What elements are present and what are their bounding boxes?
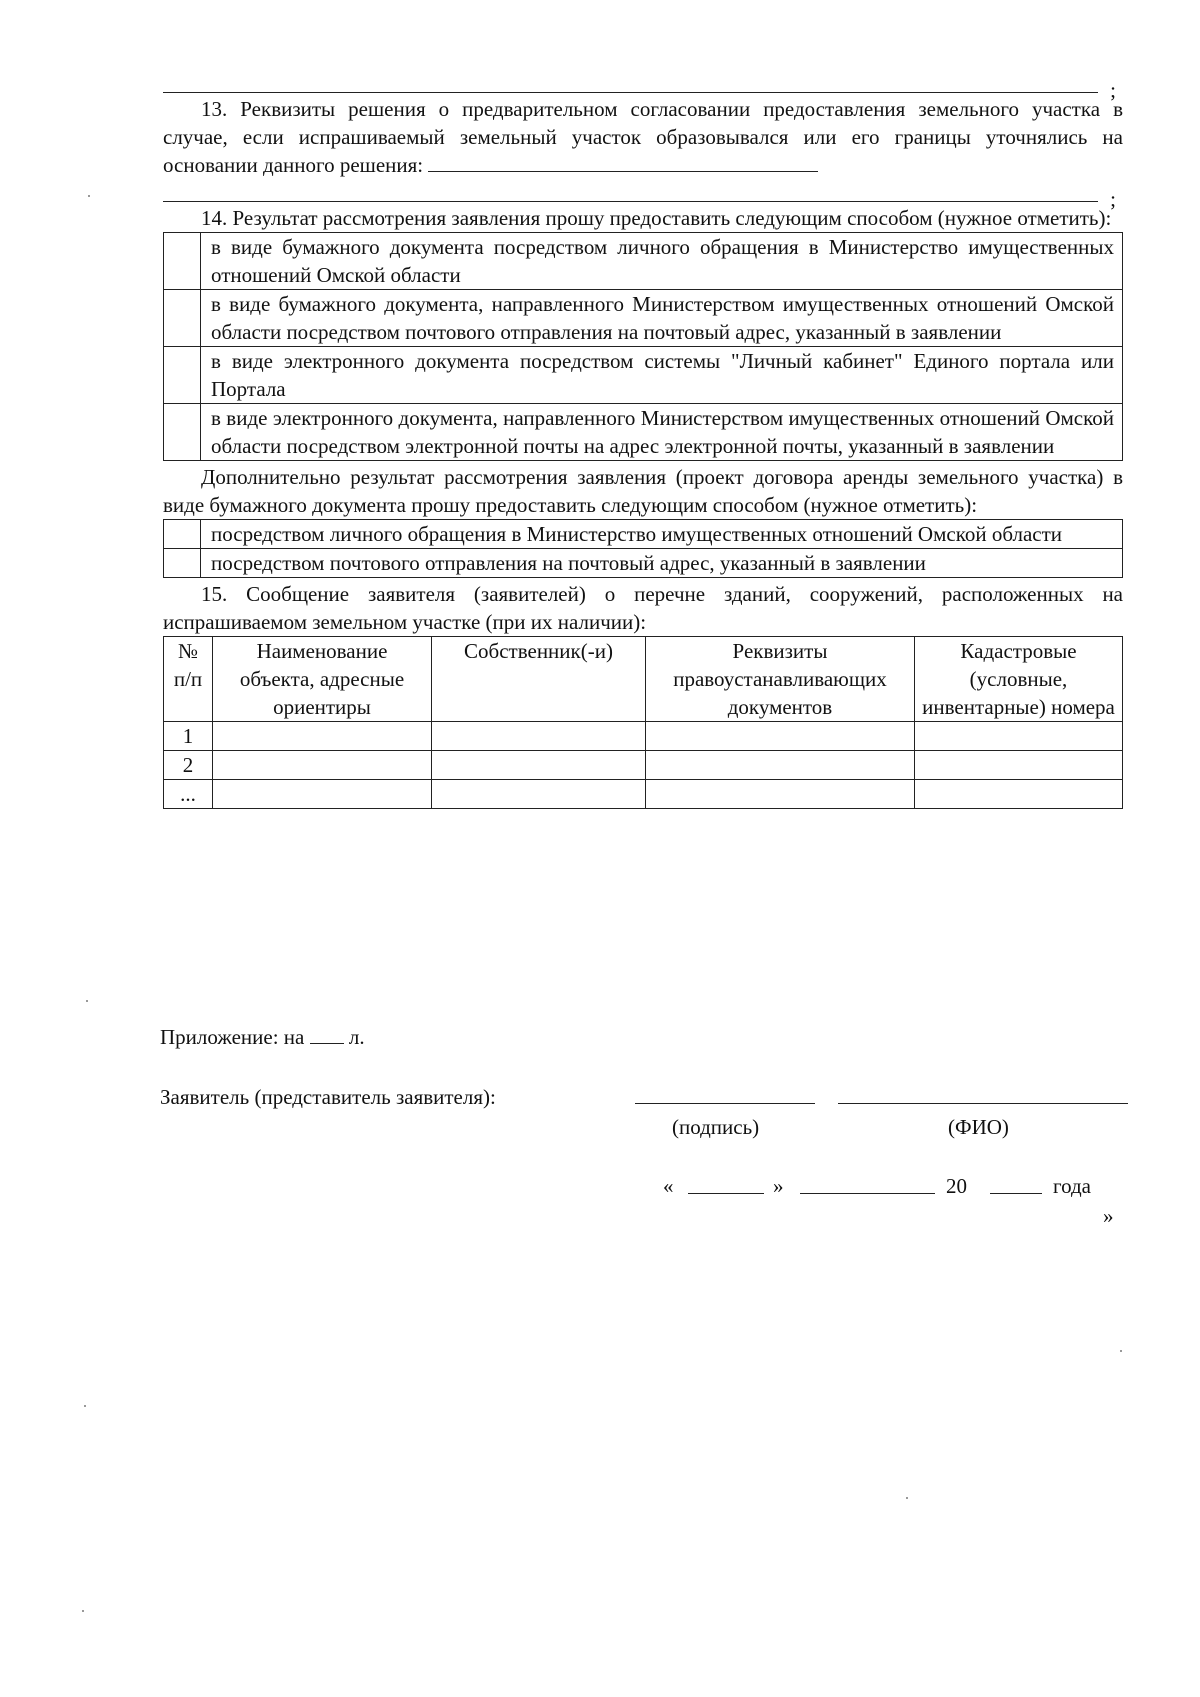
item-14-text: 14. Результат рассмотрения заявления прошу предоставить следующим способом (нужное отметить):	[201, 206, 1112, 230]
table-cell[interactable]	[646, 780, 915, 809]
col-owner-header: Собственник(-и)	[432, 637, 646, 722]
scan-speck	[906, 1497, 908, 1499]
table-cell[interactable]	[915, 722, 1123, 751]
date-year-suffix: года	[1053, 1174, 1091, 1198]
date-close-quote: »	[773, 1174, 784, 1198]
additional-options-table	[163, 519, 1123, 578]
row-number: ...	[164, 780, 213, 809]
table-row	[164, 780, 1123, 809]
table-cell[interactable]	[213, 722, 432, 751]
option-row	[164, 233, 1123, 290]
table-cell[interactable]	[432, 751, 646, 780]
date-year-input[interactable]	[990, 1193, 1042, 1194]
trailing-quote: »	[1103, 1204, 1114, 1228]
attachment-suffix: л.	[348, 1025, 365, 1049]
col-docs-header: Реквизиты правоустанавливающих документов	[646, 637, 915, 722]
option-checkbox[interactable]	[164, 549, 201, 578]
attachment-line	[160, 1023, 365, 1051]
semicolon: ;	[1110, 78, 1116, 102]
scan-speck	[86, 1000, 88, 1002]
option-label: посредством личного обращения в Министерство имущественных отношений Омской области	[201, 520, 1123, 549]
table-cell[interactable]	[432, 780, 646, 809]
row-number: 1	[164, 722, 213, 751]
table-cell[interactable]	[646, 751, 915, 780]
item-15-text: 15. Сообщение заявителя (заявителей) о перечне зданий, сооружений, расположенных на испрашиваемом земельном участке (при их наличии):	[163, 582, 1123, 634]
item-13-text	[163, 95, 1123, 179]
table-header-row	[164, 637, 1123, 722]
item-14-options-table	[163, 232, 1123, 461]
table-cell[interactable]	[915, 780, 1123, 809]
table-cell[interactable]	[432, 722, 646, 751]
option-label: посредством почтового отправления на почтовый адрес, указанный в заявлении	[201, 549, 1123, 578]
col-name-header: Наименование объекта, адресные ориентиры	[213, 637, 432, 722]
item-13-label: 13. Реквизиты решения о предварительном согласовании предоставления земельного участка в случае, если испрашиваемый земельный участок образовывался или его границы уточнялись на основании данного решения:	[163, 97, 1123, 177]
row-number: 2	[164, 751, 213, 780]
col-cadastral-header: Кадастровые (условные, инвентарные) номера	[915, 637, 1123, 722]
option-checkbox[interactable]	[164, 404, 201, 461]
option-checkbox[interactable]	[164, 347, 201, 404]
option-row	[164, 520, 1123, 549]
option-label: в виде электронного документа, направленного Министерством имущественных отношений Омской области посредством электронной почты на адрес электронной почты, указанный в заявлении	[201, 404, 1123, 461]
date-open-quote: «	[663, 1174, 674, 1198]
objects-table	[163, 636, 1123, 809]
applicant-label: Заявитель (представитель заявителя):	[160, 1085, 496, 1109]
option-checkbox[interactable]	[164, 520, 201, 549]
semicolon: ;	[1110, 187, 1116, 211]
attachment-pages-input[interactable]	[310, 1025, 344, 1044]
scan-speck	[82, 1610, 84, 1612]
option-label: в виде бумажного документа посредством личного обращения в Министерство имущественных отношений Омской области	[201, 233, 1123, 290]
date-day-input[interactable]	[688, 1193, 764, 1194]
col-number-header: № п/п	[164, 637, 213, 722]
additional-text: Дополнительно результат рассмотрения заявления (проект договора аренды земельного участка) в виде бумажного документа прошу предоставить следующим способом (нужное отметить):	[163, 465, 1123, 517]
option-label: в виде бумажного документа, направленного Министерством имущественных отношений Омской области посредством почтового отправления на почтовый адрес, указанный в заявлении	[201, 290, 1123, 347]
option-row	[164, 290, 1123, 347]
item-13-input[interactable]	[428, 151, 818, 172]
fio-input[interactable]	[838, 1103, 1128, 1104]
scan-speck	[84, 1405, 86, 1407]
option-checkbox[interactable]	[164, 290, 201, 347]
table-cell[interactable]	[646, 722, 915, 751]
option-row	[164, 404, 1123, 461]
table-row	[164, 751, 1123, 780]
fio-caption: (ФИО)	[948, 1115, 1009, 1139]
scan-speck	[88, 195, 90, 197]
signature-caption: (подпись)	[672, 1115, 760, 1139]
date-month-input[interactable]	[800, 1193, 935, 1194]
table-row	[164, 722, 1123, 751]
attachment-label: Приложение: на	[160, 1025, 305, 1049]
signature-input[interactable]	[635, 1103, 815, 1104]
scan-speck	[1120, 1350, 1122, 1352]
table-cell[interactable]	[213, 751, 432, 780]
document-page	[163, 70, 1123, 809]
blank-line-12[interactable]	[163, 70, 1116, 102]
option-checkbox[interactable]	[164, 233, 201, 290]
table-cell[interactable]	[915, 751, 1123, 780]
date-year-prefix: 20	[946, 1174, 967, 1198]
option-label: в виде электронного документа посредством системы "Личный кабинет" Единого портала или Портала	[201, 347, 1123, 404]
blank-line-13[interactable]	[163, 179, 1116, 211]
table-cell[interactable]	[213, 780, 432, 809]
option-row	[164, 347, 1123, 404]
option-row	[164, 549, 1123, 578]
